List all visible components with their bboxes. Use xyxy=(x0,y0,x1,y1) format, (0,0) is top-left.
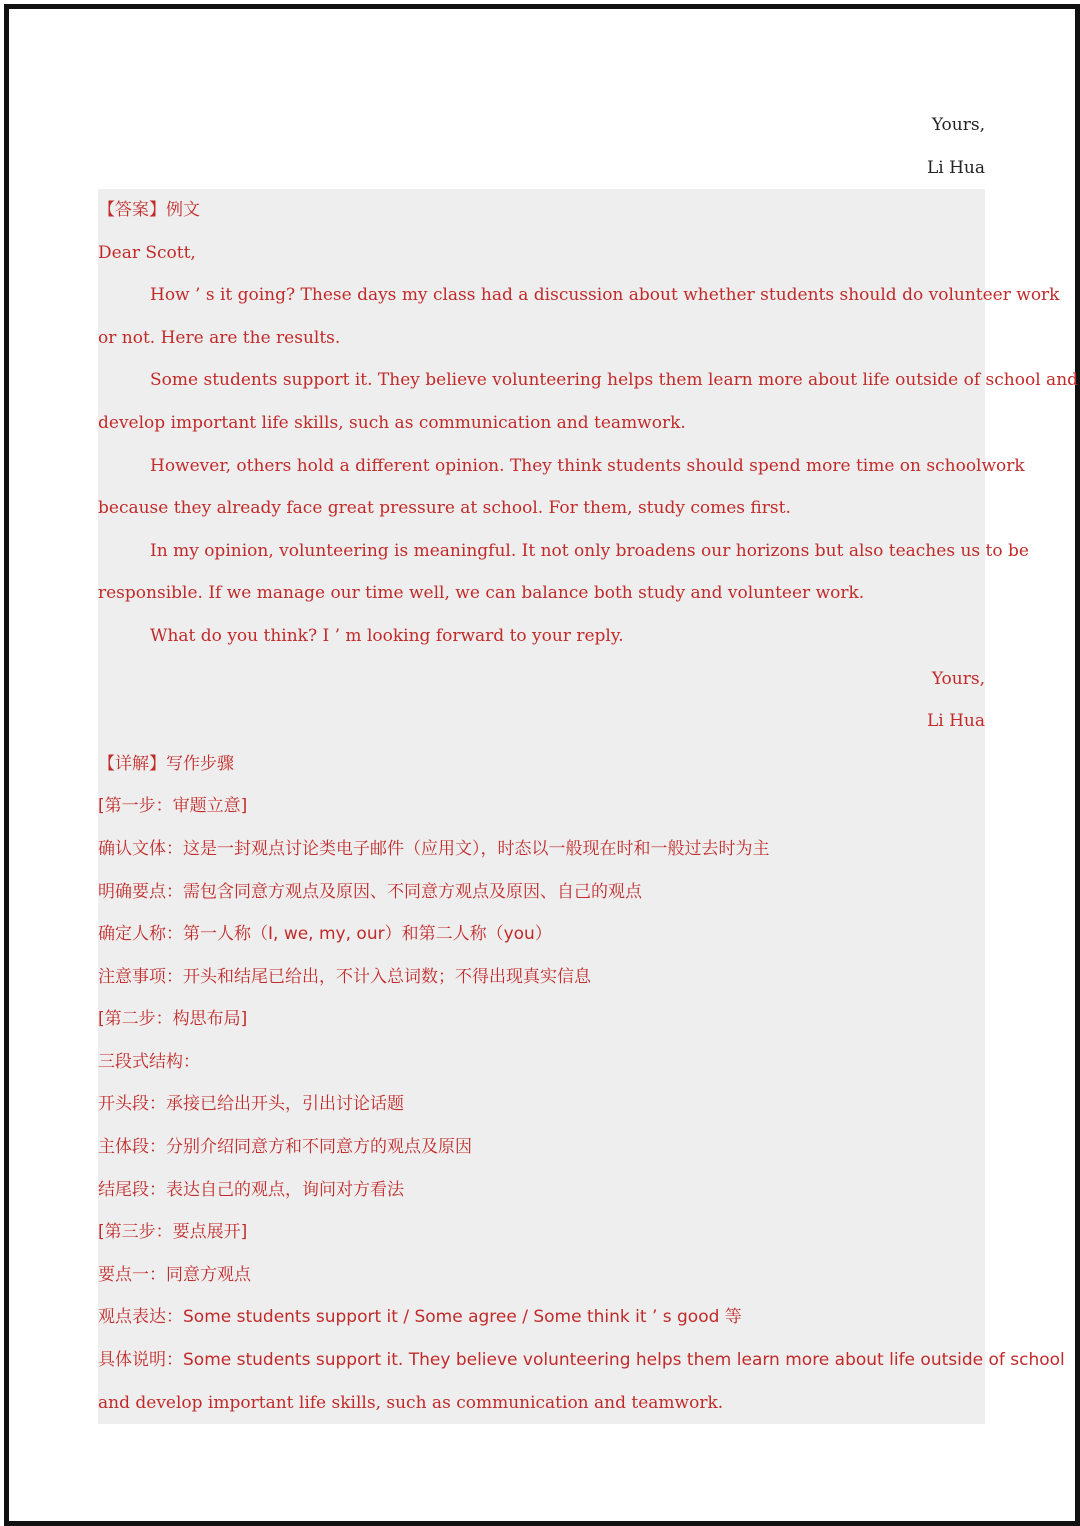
step-3-heading: [第三步：要点展开] xyxy=(98,1222,248,1243)
paragraph-1-line-1: How ’ s it going? These days my class had a discussion about whether students should do volunteer work xyxy=(150,285,1060,306)
person-line: 确定人称：第一人称（I, we, my, our）和第二人称（you） xyxy=(98,924,552,945)
paragraph-4-line-1: In my opinion, volunteering is meaningful. It not only broadens our horizons but also teaches us to be xyxy=(150,540,1029,561)
explanation-heading: 【详解】写作步骤 xyxy=(98,753,234,774)
letter-salutation: Dear Scott, xyxy=(98,242,196,263)
paragraph-4-line-2: responsible. If we manage our time well, we can balance both study and volunteer work. xyxy=(98,583,865,604)
paragraph-3-line-1: However, others hold a different opinion. They think students should spend more time on schoolwork xyxy=(150,455,1025,476)
step-2-heading: [第二步：构思布局] xyxy=(98,1009,248,1030)
genre-line: 确认文体：这是一封观点讨论类电子邮件（应用文），时态以一般现在时和一般过去时为主 xyxy=(98,838,770,859)
key-points-line: 明确要点：需包含同意方观点及原因、不同意方观点及原因、自己的观点 xyxy=(98,881,642,902)
closing-text: Yours, xyxy=(931,115,985,135)
paragraph-5-line-1: What do you think? I ’ m looking forward to your reply. xyxy=(150,625,624,646)
letter-signature: Li Hua xyxy=(926,711,985,732)
previous-letter-signature xyxy=(98,104,985,189)
ending-paragraph-line: 结尾段：表达自己的观点，询问对方看法 xyxy=(98,1179,404,1200)
detail-line-2: and develop important life skills, such as communication and teamwork. xyxy=(98,1392,724,1413)
answer-section xyxy=(98,189,1079,1424)
step-1-heading: [第一步：审题立意] xyxy=(98,796,248,817)
detail-line-1: 具体说明：Some students support it. They believe volunteering helps them learn more about life outside of school xyxy=(98,1350,1065,1371)
paragraph-2-line-2: develop important life skills, such as communication and teamwork. xyxy=(98,412,686,433)
answer-heading: 【答案】例文 xyxy=(98,200,200,220)
paragraph-2-line-1: Some students support it. They believe volunteering helps them learn more about life outside of school and xyxy=(150,370,1079,391)
point-1-line: 要点一：同意方观点 xyxy=(98,1264,251,1285)
opening-paragraph-line: 开头段：承接已给出开头，引出讨论话题 xyxy=(98,1094,404,1115)
expression-line: 观点表达：Some students support it / Some agree / Some think it ’ s good 等 xyxy=(98,1307,742,1328)
signer-name: Li Hua xyxy=(926,157,985,178)
letter-closing: Yours, xyxy=(931,668,985,689)
structure-line: 三段式结构： xyxy=(98,1051,200,1072)
notes-line: 注意事项：开头和结尾已给出，不计入总词数；不得出现真实信息 xyxy=(98,966,591,987)
paragraph-3-line-2: because they already face great pressure at school. For them, study comes first. xyxy=(98,498,791,519)
body-paragraph-line: 主体段：分别介绍同意方和不同意方的观点及原因 xyxy=(98,1137,472,1158)
paragraph-1-line-2: or not. Here are the results. xyxy=(98,327,341,348)
